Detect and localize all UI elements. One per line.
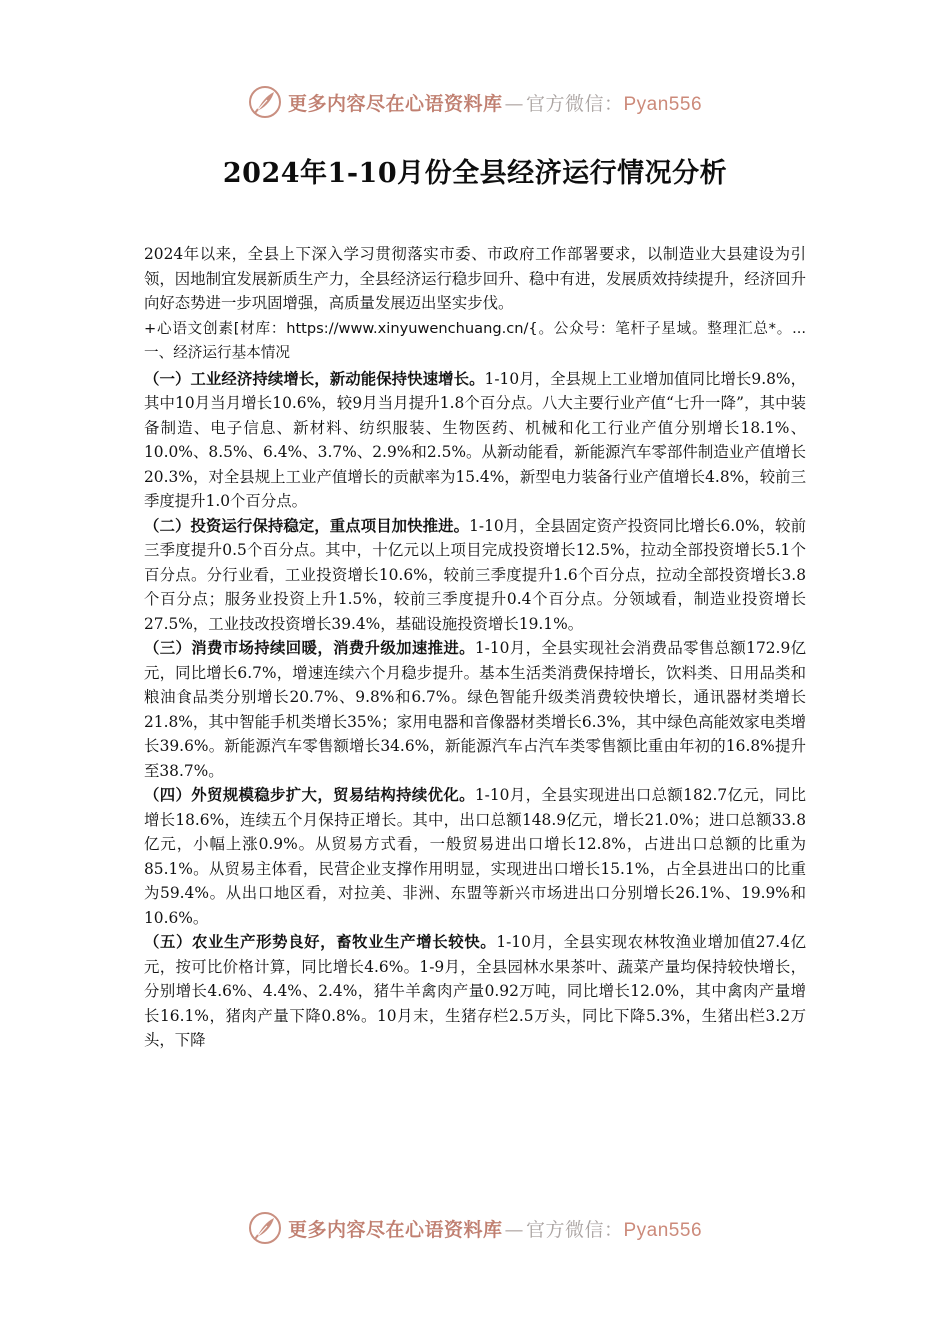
- section-heading: （三）消费市场持续回暖，消费升级加速推进。: [144, 639, 475, 657]
- watermark-header: [0, 82, 950, 122]
- feather-pen-logo-icon: [248, 85, 282, 119]
- section-investment: [144, 514, 806, 637]
- watermark-main-text: 更多内容尽在心语资料库: [287, 92, 503, 115]
- feather-pen-logo-icon: [248, 1211, 282, 1245]
- section-text: 1-10月，全县规上工业增加值同比增长9.8%，其中10月当月增长10.6%，较9月当月提升1.8个百分点。八大主要行业产值“七升一降”，其中装备制造、电子信息、新材料、纺织服装、生物医药、机械和化工行业产值分别增长18.1%、10.0%、8.5%、6.4%、3.7%、2.9%和2.5%。从新动能看，新能源汽车零部件制造业产值增长20.3%，对全县规上工业产值增长的贡献率为15.4%，新型电力装备行业产值增长4.8%，较前三季度提升1.0个百分点。: [144, 369, 806, 510]
- watermark-label: 官方微信：: [525, 92, 624, 115]
- section-heading: （二）投资运行保持稳定，重点项目加快推进。: [144, 516, 470, 535]
- source-line: +心语文创素[材库：https://www.xinyuwenchuang.cn/{。公众号：笔杆子星域。整理汇总*。...一、经济运行基本情况: [144, 319, 806, 361]
- watermark-dash: —: [504, 1218, 524, 1241]
- watermark-footer: [0, 1208, 950, 1248]
- section-consumption: [144, 636, 806, 783]
- section-heading: （五）农业生产形势良好，畜牧业生产增长较快。: [144, 933, 497, 951]
- watermark-label: 官方微信：: [525, 1218, 624, 1241]
- section-text: 1-10月，全县实现农林牧渔业增加值27.4亿元，按可比价格计算，同比增长4.6%。1-9月，全县园林水果茶叶、蔬菜产量均保持较快增长，分别增长4.6%、4.4%、2.4%，猪牛羊禽肉产量0.92万吨，同比增长12.0%，其中禽肉产量增长16.1%，猪肉产量下降0.8%。10月末，生猪存栏2.5万头，同比下降5.3%，生猪出栏3.2万头，下降: [144, 933, 806, 1049]
- page-title: 2024年1-10月份全县经济运行情况分析: [222, 158, 728, 189]
- watermark-wechat-id: Pyan556: [623, 93, 703, 115]
- section-agriculture: [144, 930, 806, 1053]
- section-industry: [144, 367, 806, 514]
- document-body: [144, 242, 806, 1053]
- section-text: 1-10月，全县实现进出口总额182.7亿元，同比增长18.6%，连续五个月保持正增长。其中，出口总额148.9亿元，增长21.0%；进口总额33.8亿元，小幅上涨0.9%。从贸易方式看，一般贸易进出口增长12.8%，占进出口总额的比重为85.1%。从贸易主体看，民营企业支撑作用明显，实现进出口增长15.1%，占全县进出口的比重为59.4%。从出口地区看，对拉美、非洲、东盟等新兴市场进出口分别增长26.1%、19.9%和10.6%。: [144, 786, 806, 927]
- watermark-main-text: 更多内容尽在心语资料库: [287, 1218, 503, 1241]
- watermark-text: [288, 89, 702, 116]
- section-heading: （四）外贸规模稳步扩大，贸易结构持续优化。: [144, 786, 475, 804]
- section-foreign-trade: [144, 783, 806, 930]
- watermark-dash: —: [504, 92, 524, 115]
- section-text: 1-10月，全县固定资产投资同比增长6.0%，较前三季度提升0.5个百分点。其中，十亿元以上项目完成投资增长12.5%，拉动全部投资增长5.1个百分点。分行业看，工业投资增长10.6%，较前三季度提升1.6个百分点，拉动全部投资增长3.8个百分点；服务业投资上升1.5%，较前三季度提升0.4个百分点。分领域看，制造业投资增长27.5%，工业技改投资增长39.4%，基础设施投资增长19.1%。: [144, 516, 806, 633]
- section-heading: （一）工业经济持续增长，新动能保持快速增长。: [144, 369, 485, 388]
- section-text: 1-10月，全县实现社会消费品零售总额172.9亿元，同比增长6.7%，增速连续六个月稳步提升。基本生活类消费保持增长，饮料类、日用品类和粮油食品类分别增长20.7%、9.8%和6.7%。绿色智能升级类消费较快增长，通讯器材类增长21.8%，其中智能手机类增长35%；家用电器和音像器材类增长6.3%，其中绿色高能效家电类增长39.6%。新能源汽车零售额增长34.6%，新能源汽车占汽车类零售额比重由年初的16.8%提升至38.7%。: [144, 639, 806, 780]
- watermark-wechat-id: Pyan556: [623, 1219, 703, 1241]
- intro-paragraph: 2024年以来，全县上下深入学习贯彻落实市委、市政府工作部署要求，以制造业大县建设为引领，因地制宜发展新质生产力，全县经济运行稳步回升、稳中有进，发展质效持续提升，经济回升向好态势进一步巩固增强，高质量发展迈出坚实步伐。: [144, 245, 806, 312]
- watermark-text: [288, 1215, 702, 1242]
